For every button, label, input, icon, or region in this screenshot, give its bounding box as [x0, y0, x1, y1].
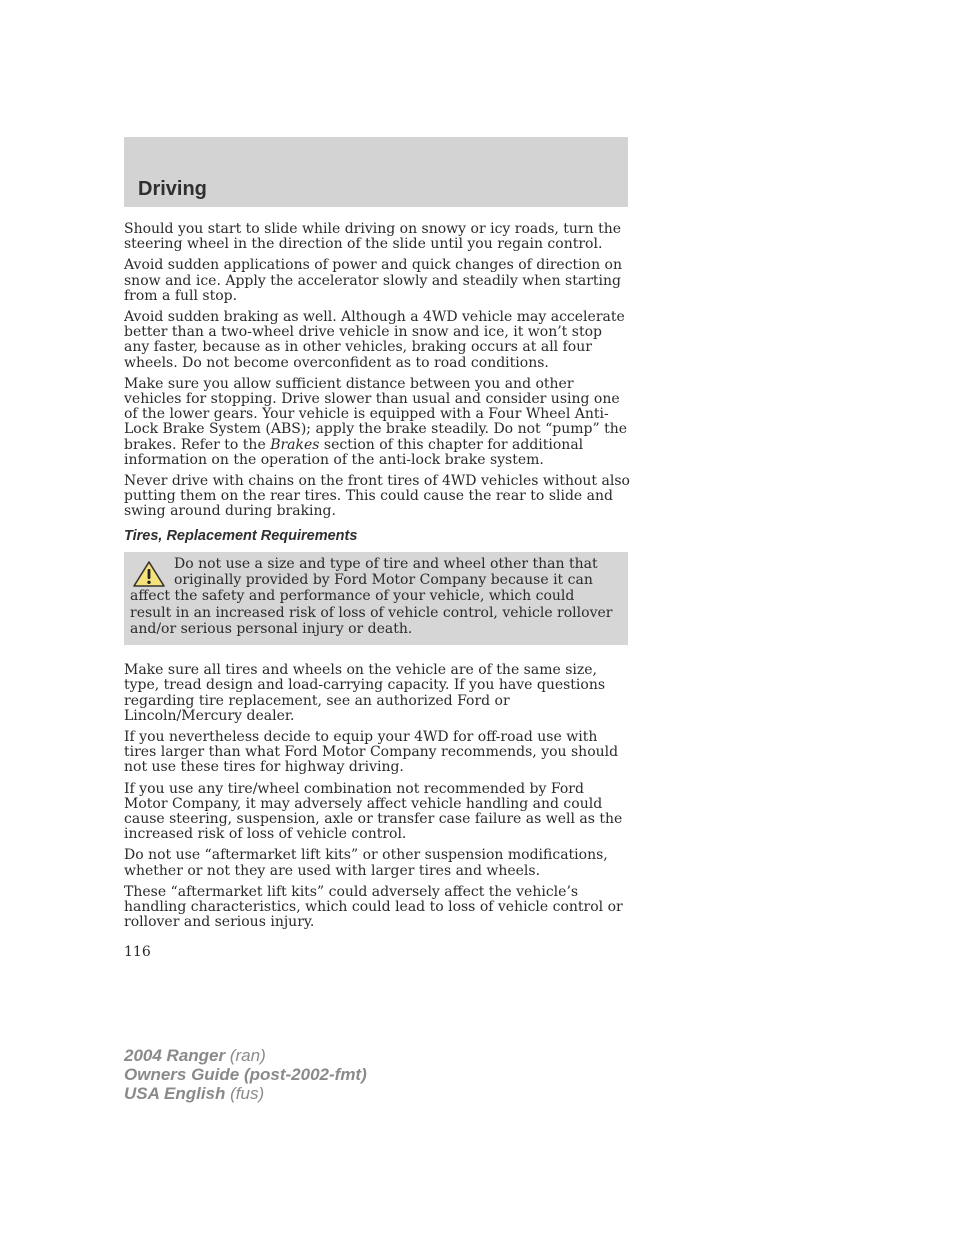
- document-footer: [124, 1046, 367, 1103]
- paragraph-not-recommended: If you use any tire/wheel combination not recommended by Ford Motor Company, it may adversely affect vehicle handling and could cause steering, suspension, axle or transfer case failure as well as the increased risk of loss of vehicle control.: [124, 780, 623, 843]
- section-title: Driving: [138, 178, 207, 200]
- footer-model-code: (ran): [225, 1046, 266, 1065]
- footer-language-code: (fus): [225, 1084, 265, 1103]
- section-header-band: [124, 137, 628, 207]
- footer-line-model: [124, 1046, 367, 1065]
- brakes-text-before: Make sure you allow sufficient distance between you and other vehicles for stopping. Drive slower than usual and consider using one of the lower gears. Your vehicle is equipped with a Four Wheel Anti-Lock Brake System (ABS); apply the brake steadily. Do not “pump” the brakes. Refer to the: [124, 375, 627, 453]
- paragraph-stopping-distance: [124, 377, 630, 468]
- warning-text: Do not use a size and type of tire and wheel other than that originally provided by Ford Motor Company because it can affect the safety and performance of your vehicle, which could result in an increased risk of loss of vehicle control, vehicle rollover and/or serious personal injury or death.: [130, 555, 613, 637]
- paragraph-chains: Never drive with chains on the front tires of 4WD vehicles without also putting them on the rear tires. This could cause the rear to slide and swing around during braking.: [124, 473, 630, 520]
- paragraph-same-size: Make sure all tires and wheels on the vehicle are of the same size, type, tread design and load-carrying capacity. If you have questions regarding tire replacement, see an authorized Ford or Lincoln/Mercury dealer.: [124, 662, 606, 724]
- warning-box: [124, 552, 628, 645]
- paragraph-lift-kits: Do not use “aftermarket lift kits” or other suspension modifications, whether or not they are used with larger tires and wheels.: [124, 847, 608, 879]
- footer-line-language: [124, 1084, 367, 1103]
- paragraph-lift-kits-effects: These “aftermarket lift kits” could adversely affect the vehicle’s handling characteristics, which could lead to loss of vehicle control or rollover and serious injury.: [124, 883, 623, 931]
- brakes-text-after: section of this chapter for additional information on the operation of the anti-lock brake system.: [124, 436, 584, 468]
- paragraph-off-road: If you nevertheless decide to equip your 4WD for off-road use with tires larger than what Ford Motor Company recommends, you should not use these tires for highway driving.: [124, 728, 619, 776]
- brakes-reference: Brakes: [270, 436, 320, 453]
- footer-model: 2004 Ranger: [124, 1046, 226, 1065]
- page-content: [124, 222, 630, 960]
- paragraph-slide: Should you start to slide while driving on snowy or icy roads, turn the steering wheel in the direction of the slide until you regain control.: [124, 221, 622, 253]
- page-number: 116: [124, 944, 151, 961]
- paragraph-braking: Avoid sudden braking as well. Although a 4WD vehicle may accelerate better than a two-wheel drive vehicle in snow and ice, it won’t stop any faster, because as in other vehicles, braking occurs at all four wheels. Do not become overconfident as to road conditions.: [124, 309, 625, 371]
- warning-triangle-icon: [132, 560, 166, 588]
- paragraph-power: Avoid sudden applications of power and quick changes of direction on snow and ice. Apply the accelerator slowly and steadily when starting from a full stop.: [124, 257, 622, 304]
- footer-guide: Owners Guide (post-2002-fmt): [124, 1065, 367, 1084]
- footer-language: USA English: [124, 1084, 226, 1103]
- subheading-tires: Tires, Replacement Requirements: [124, 527, 358, 544]
